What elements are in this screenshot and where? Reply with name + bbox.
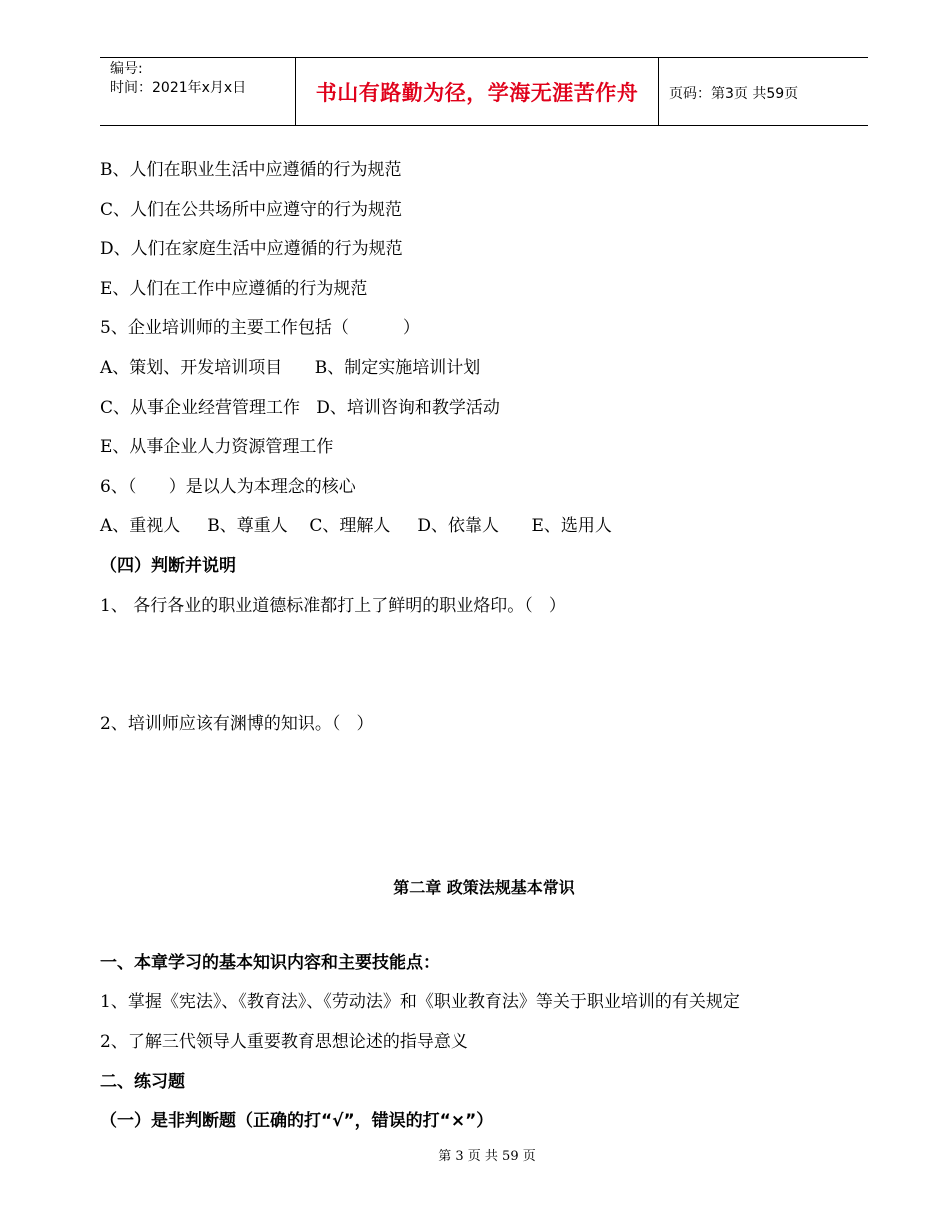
document-time: 时间：2021年x月x日: [110, 80, 247, 96]
question-5: 5、企业培训师的主要工作包括（ ）: [100, 318, 420, 338]
page-footer: 第 3 页 共 59 页: [438, 1149, 536, 1164]
question-5-options-ab: A、策划、开发培训项目 B、制定实施培训计划: [100, 358, 481, 378]
page-header: [100, 57, 868, 126]
document-number: 编号:: [110, 61, 143, 77]
knowledge-point-2: 2、了解三代领导人重要教育思想论述的指导意义: [100, 1032, 468, 1052]
header-page-number: 页码：第3页 共59页: [669, 86, 799, 102]
header-info: [100, 58, 295, 125]
section-2-heading: 二、练习题: [100, 1072, 185, 1092]
section-1-heading: 一、本章学习的基本知识内容和主要技能点：: [100, 953, 440, 973]
header-motto: 书山有路勤为径，学海无涯苦作舟: [315, 81, 639, 105]
judge-item-2: 2、培训师应该有渊博的知识。（ ）: [100, 714, 374, 734]
subsection-1-heading: （一）是非判断题（正确的打“√”，错误的打“×”）: [100, 1111, 494, 1131]
option-e: E、人们在工作中应遵循的行为规范: [100, 279, 368, 299]
option-d: D、人们在家庭生活中应遵循的行为规范: [100, 239, 403, 259]
header-page-cell: [659, 58, 868, 125]
option-c: C、人们在公共场所中应遵守的行为规范: [100, 200, 403, 220]
question-5-option-e: E、从事企业人力资源管理工作: [100, 437, 334, 457]
question-6: 6、（ ）是以人为本理念的核心: [100, 477, 356, 497]
judge-item-1: 1、 各行各业的职业道德标准都打上了鲜明的职业烙印。（ ）: [100, 596, 566, 616]
option-b: B、人们在职业生活中应遵循的行为规范: [100, 160, 402, 180]
question-5-options-cd: C、从事企业经营管理工作 D、培训咨询和教学活动: [100, 398, 500, 418]
chapter-title: 第二章 政策法规基本常识: [393, 878, 575, 897]
knowledge-point-1: 1、掌握《宪法》、《教育法》、《劳动法》和《职业教育法》等关于职业培训的有关规定: [100, 992, 740, 1012]
section-judge-heading: （四）判断并说明: [100, 556, 236, 576]
header-motto-cell: [296, 58, 658, 125]
question-6-options: A、重视人 B、尊重人 C、理解人 D、依靠人 E、选用人: [100, 516, 612, 536]
